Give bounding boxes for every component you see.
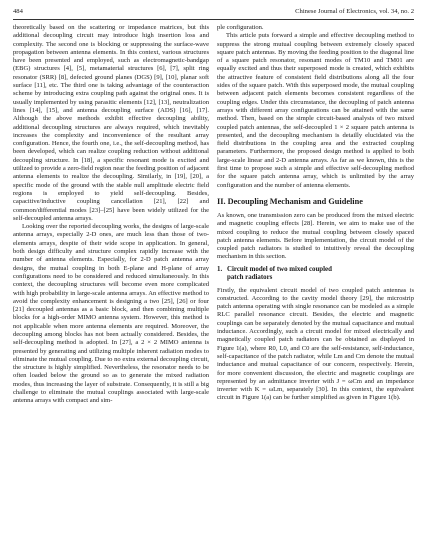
header-rule	[13, 19, 414, 20]
right-column	[217, 24, 414, 403]
left-column	[13, 24, 209, 406]
subsection-title-line2: patch radiators	[227, 274, 273, 282]
intro-paragraph-arrays: Looking over the reported decoupling works, the designs of large-scale antenna arrays, especially 2-D ones, are much less than those of two-elements arrays, despite of their wide scope in application. In general, both design difficulty and structure complex rapidly increase with the number of antenna elements. Especially, for 2-D patch antenna array designs, the mutual coupling in both E-plane and H-plane of array configurations need to be considered and reduced simultaneously. In this context, the decoupling structures will become even more complicated with high probability in large-scale antenna arrays. An effective method to avoid the complexity enhancement is designing a two [25], [26] or four [21] decoupled antennas as a basic block, and then combining multiple blocks for a high-order MIMO antenna system. However, this method is not applicable when more antenna elements are required. Moreover, the decoupling among blocks has not been actually considered. Besides, the self-decoupling method is adopted. In [27], a 2 × 2 MIMO antenna is presented by generating and utilizing multiple inherent radiation modes to eliminate the mutual coupling. Due to no extra external decoupling circuit, the structure is highly simplified. Nevertheless, the resonator needs to be often loaded below the ground so as to generate the mixed radiation modes, thus increasing the layer of substrate. Consequently, it is still a big challenge to eliminate the mutual couplings associated with large-scale antenna arrays with compact and sim-	[13, 223, 209, 405]
running-header	[13, 6, 414, 18]
journal-name: Chinese Journal of Electronics, vol. 34, no. 2	[295, 8, 414, 15]
intro-paragraph-proposal: This article puts forward a simple and effective decoupling method to suppress the strong mutual coupling between extremely closely spaced square patch antennas. By moving the feeding position to the diagonal line of a square patch resonator, resonant modes of TM10 and TM01 are equally excited and thus their superposed mode is created, which exhibits the attractive feature of consistent field distributions along all the four sides of the square patch. With this superposed mode, the mutual coupling between adjacent patch elements becomes consistent regardless of the coupling edges. Under this circumstance, the decoupling of patch antenna arrays with different array configurations can be attained with the same method. Then, based on the simple circuit-based analysis of two mixed coupled patch antennas, the self-decoupled 1 × 2 square patch antenna is presented, and the decoupling mechanism is detailly elucidated via the field distributions in the coupling area and the extracted coupling parameters. Furthermore, the proposed design method is applied to both large-scale linear and 2-D antenna arrays. As far as we known, this is the first time to propose such a simple and effective self-decoupling method for the square patch antenna array, which is unlimited by the array configuration and the number of antenna elements.	[217, 32, 414, 189]
subsection-number: 1.	[217, 265, 223, 273]
subsection-title	[217, 266, 414, 283]
page-number: 484	[13, 8, 23, 15]
intro-paragraph-continued: theoretically based on the scattering or impedance matrices, but this additional decoupling circuit may introduce high insertion loss and complexity. The second one is blocking or suppressing the surface-wave propagation between antenna elements. In this context, various structures have been presented and employed, such as electromagnetic-bandgap (EBG) structures [4], [5], metamaterial structures [6], [7], split ring resonator (SRR) [8], defected ground planes (DGS) [9], [10], planar soft surface [11], etc. The third one is taking advantage of the counteraction scheme by introducing extra coupling path against the original ones. It is usually implemented by using parasitic elements [12], [13], neutralization lines [14], [15], and antenna decoupling surface (ADS) [16], [17]. Although the above methods exhibit effective decoupling ability, additional decoupling structures are always required, which inevitably increases the complexity and inconvenience of the resultant array configuration. Hence, the fourth one, i.e., the self-decoupling method, has been developed, which can realize coupling reduction without additional decoupling structure. In [18], a specific resonant mode is excited and utilized to provide a zero-field region near the feeding position of adjacent antenna elements to realize the decoupling. Similarly, in [19], [20], a specific mode of the ground with the stable null amplitude electric field regions is employed to yield self-decoupling. Besides, capacitive/inductive coupling cancellation [21], [22] and common/differential modes [23]–[25] have been widely utilized for the self-decoupled antenna arrays.	[13, 24, 209, 222]
intro-paragraph-end: ple configuration.	[217, 24, 264, 31]
section-paragraph: As known, one transmission zero can be produced from the mixed electric and magnetic coupling effects [28]. Herein, we aim to make use of the mixed coupling to reduce the mutual coupling between closely spaced patch antenna elements. Before implementation, the circuit model of the coupled patch radiators is studied to intuitively reveal the decoupling mechanism in this section.	[217, 211, 414, 261]
subsection-paragraph: Firstly, the equivalent circuit model of two coupled patch antennas is constructed. According to the cavity model theory [29], the microstrip patch antenna operating with single resonance can be modeled as a simple RLC parallel resonance circuit. Besides, the electric and magnetic couplings can be separately denoted by the mutual capacitance and mutual inductance. Accordingly, such a circuit model for mixed electrically and magnetically coupled patch radiators can be obtained as displayed in Figure 1(a), where R0, L0, and C0 are the self-resistance, self-inductance, self-capacitance of the patch radiator, while Lm and Cm denote the mutual inductance and mutual capacitance of our concern, respectively. Herein, for more convenient discussion, the electric and magnetic couplings are represented by an admittance inverter with J = ωCm and an impedance inverter with K = ωLm, separately [30]. In this context, the equivalent circuit in Figure 1(a) can be further simplified as given in Figure 1(b).	[217, 286, 414, 402]
subsection-title-line1: Circuit model of two mixed coupled	[227, 265, 332, 273]
section-title: II. Decoupling Mechanism and Guideline	[217, 196, 363, 206]
